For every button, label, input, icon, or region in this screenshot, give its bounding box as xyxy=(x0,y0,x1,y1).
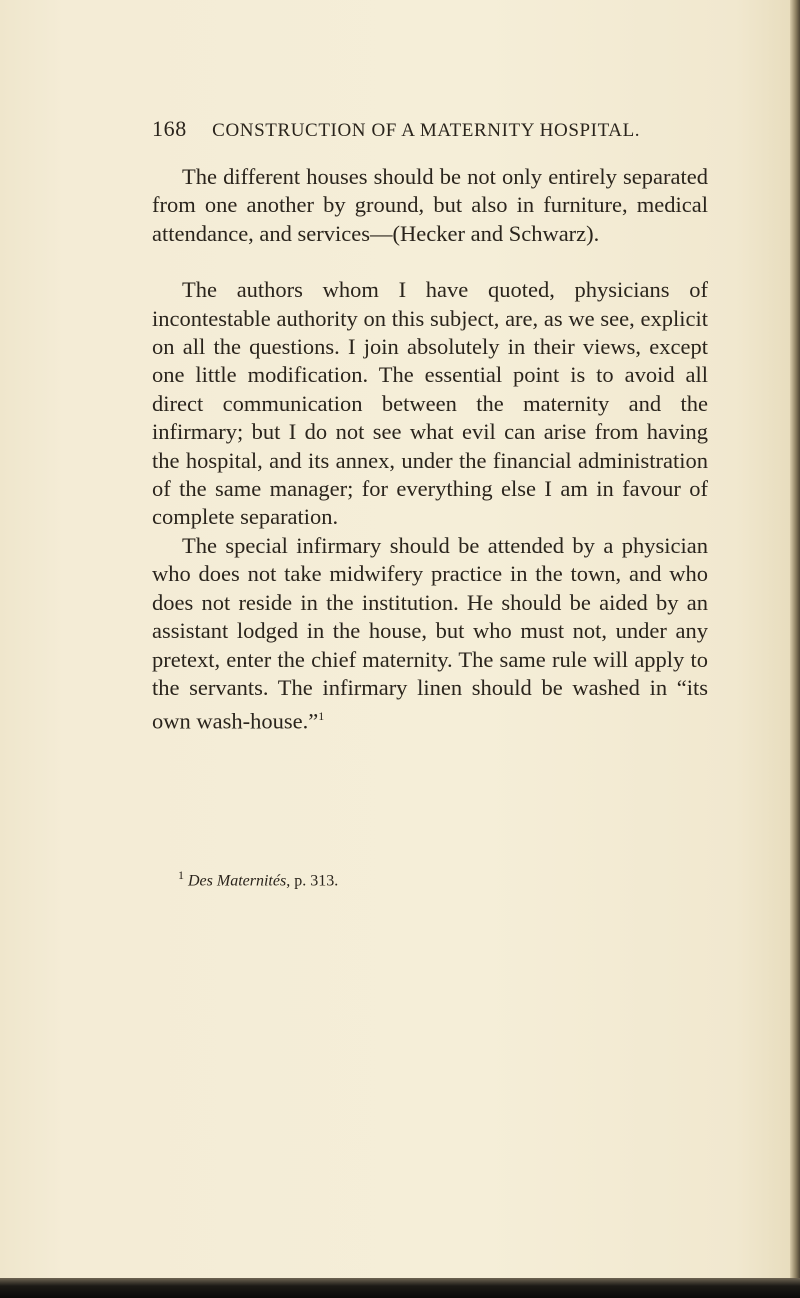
footnote-marker: 1 xyxy=(178,868,184,882)
footnote xyxy=(178,868,678,890)
page-number: 168 xyxy=(152,116,187,141)
running-title: CONSTRUCTION OF A MATERNITY HOSPITAL. xyxy=(212,120,641,141)
paragraph-2: The authors whom I have quoted, physicians of incontestable authority on this subject, are, as we see, explicit on all the questions. I join absolutely in their views, except one little modification. The essential point is to avoid all direct communication between the maternity and the infirmary; but I do not see what evil can arise from having the hospital, and its annex, under the financial administration of the same manager; for everything else I am in favour of complete separation. xyxy=(152,277,708,530)
footnote-reference: 1 xyxy=(318,709,325,724)
paragraph-1: The different houses should be not only entirely separated from one another by ground, but also in furniture, medical attendance, and services—(Hecker and Schwarz). xyxy=(152,164,708,246)
page-edge-shadow xyxy=(790,0,800,1298)
footnote-title: Des Maternités xyxy=(188,872,287,890)
paragraph-3-text: The special infirmary should be attended by a physician who does not take midwifery practice in the town, and who does not reside in the institution. He should be aided by an assistant lodged in the house, but who must not, under any pretext, enter the chief maternity. The same rule will apply to the servants. The infirmary linen should be washed in “its own wash-house.” xyxy=(152,532,708,734)
body-text xyxy=(152,163,708,736)
paragraph-3 xyxy=(152,532,708,736)
paragraph-gap xyxy=(152,248,708,276)
footnote-page: , p. 313. xyxy=(286,872,339,890)
running-header xyxy=(152,116,712,142)
scan-bottom-border xyxy=(0,1278,800,1298)
